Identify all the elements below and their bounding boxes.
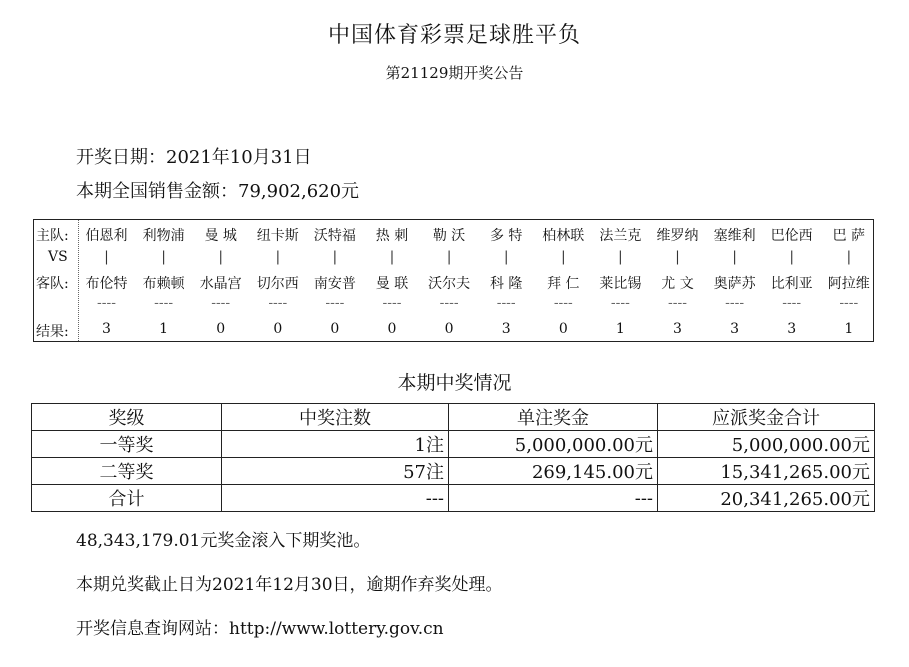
vs-pipe: | bbox=[846, 249, 852, 265]
prize-table bbox=[31, 403, 875, 512]
unit-prize-cell: --- bbox=[449, 485, 658, 512]
vs-pipe: | bbox=[618, 249, 623, 265]
home-team: 沃特福 bbox=[313, 228, 356, 244]
away-team: 沃尔夫 bbox=[428, 276, 471, 292]
dash-separator: ---- bbox=[211, 295, 231, 311]
home-team: 热 刺 bbox=[375, 228, 409, 244]
match-result: 0 bbox=[216, 321, 226, 337]
home-team: 曼 城 bbox=[204, 228, 237, 244]
away-team: 南安普 bbox=[313, 276, 356, 292]
away-team: 切尔西 bbox=[256, 276, 299, 292]
dash-separator: ---- bbox=[610, 295, 630, 311]
level-cell: 二等奖 bbox=[32, 458, 222, 485]
table-row bbox=[32, 431, 875, 458]
match-table bbox=[33, 219, 874, 342]
count-cell: 1注 bbox=[222, 431, 449, 458]
level-cell: 一等奖 bbox=[32, 431, 222, 458]
away-team: 布赖顿 bbox=[142, 276, 185, 292]
vs-pipe: | bbox=[275, 249, 281, 265]
col-level: 奖级 bbox=[32, 404, 222, 431]
home-team: 塞维利 bbox=[713, 228, 756, 244]
vs-pipe: | bbox=[332, 249, 338, 265]
match-result: 0 bbox=[330, 321, 340, 337]
home-team: 勒 沃 bbox=[432, 228, 466, 244]
away-team: 水晶宫 bbox=[199, 276, 242, 292]
unit-prize-cell: 5,000,000.00元 bbox=[449, 431, 658, 458]
website-text: 开奖信息查询网站：http://www.lottery.gov.cn bbox=[76, 619, 444, 639]
total-prize-cell: 20,341,265.00元 bbox=[658, 485, 875, 512]
dash-separator: ---- bbox=[382, 295, 402, 311]
home-team: 多 特 bbox=[489, 228, 523, 244]
col-count: 中奖注数 bbox=[222, 404, 449, 431]
vs-label: VS bbox=[48, 249, 68, 265]
home-team: 维罗纳 bbox=[656, 228, 699, 244]
home-team: 法兰克 bbox=[599, 228, 642, 244]
prize-section-title: 本期中奖情况 bbox=[397, 372, 512, 394]
away-team: 尤 文 bbox=[661, 276, 694, 292]
match-result: 0 bbox=[444, 321, 454, 337]
home-team: 纽卡斯 bbox=[256, 228, 299, 244]
away-team: 拜 仁 bbox=[547, 276, 580, 292]
vs-pipe: | bbox=[104, 249, 109, 265]
match-result: 3 bbox=[730, 321, 740, 337]
dash-separator: ---- bbox=[154, 295, 174, 311]
away-team: 曼 联 bbox=[375, 276, 409, 292]
vs-pipe: | bbox=[218, 249, 224, 265]
table-row bbox=[32, 485, 875, 512]
match-result: 0 bbox=[387, 321, 397, 337]
vs-pipe: | bbox=[503, 249, 509, 265]
dash-separator: ---- bbox=[496, 295, 516, 311]
total-prize-cell: 5,000,000.00元 bbox=[658, 431, 875, 458]
dash-separator: ---- bbox=[325, 295, 345, 311]
home-team: 巴 萨 bbox=[832, 228, 866, 244]
sales-amount: 本期全国销售金额：79,902,620元 bbox=[76, 181, 360, 202]
match-result: 0 bbox=[558, 321, 568, 337]
dash-separator: ---- bbox=[839, 295, 859, 311]
count-cell: --- bbox=[222, 485, 449, 512]
dash-separator: ---- bbox=[439, 295, 459, 311]
vs-pipe: | bbox=[161, 249, 166, 265]
draw-date: 开奖日期：2021年10月31日 bbox=[76, 147, 312, 168]
away-team: 比利亚 bbox=[770, 276, 813, 292]
page-subtitle: 第21129期开奖公告 bbox=[385, 64, 524, 82]
home-team: 伯恩利 bbox=[85, 228, 128, 244]
level-cell: 合计 bbox=[32, 485, 222, 512]
away-team: 阿拉维 bbox=[827, 276, 870, 292]
col-unit-prize: 单注奖金 bbox=[449, 404, 658, 431]
away-team: 科 隆 bbox=[489, 276, 523, 292]
count-cell: 57注 bbox=[222, 458, 449, 485]
dash-separator: ---- bbox=[97, 295, 116, 311]
match-result: 1 bbox=[844, 321, 854, 337]
away-label: 客队: bbox=[36, 276, 69, 292]
match-result: 1 bbox=[159, 321, 169, 337]
away-team: 莱比锡 bbox=[599, 276, 642, 292]
vs-pipe: | bbox=[446, 249, 452, 265]
table-row bbox=[32, 458, 875, 485]
match-result: 3 bbox=[501, 321, 511, 337]
page-title: 中国体育彩票足球胜平负 bbox=[327, 23, 581, 48]
match-result: 0 bbox=[273, 321, 283, 337]
unit-prize-cell: 269,145.00元 bbox=[449, 458, 658, 485]
home-team: 利物浦 bbox=[142, 228, 185, 244]
col-total-prize: 应派奖金合计 bbox=[658, 404, 875, 431]
home-team: 柏林联 bbox=[542, 228, 585, 244]
dash-separator: ---- bbox=[668, 295, 687, 311]
match-result: 1 bbox=[615, 321, 625, 337]
vs-pipe: | bbox=[389, 249, 395, 265]
result-label: 结果: bbox=[36, 324, 69, 340]
dash-separator: ---- bbox=[268, 295, 288, 311]
rollover-text: 48,343,179.01元奖金滚入下期奖池。 bbox=[76, 531, 371, 551]
match-result: 3 bbox=[787, 321, 797, 337]
dash-separator: ---- bbox=[782, 295, 802, 311]
dash-separator: ---- bbox=[725, 295, 745, 311]
away-team: 奥萨苏 bbox=[713, 276, 756, 292]
home-team: 巴伦西 bbox=[770, 228, 813, 244]
total-prize-cell: 15,341,265.00元 bbox=[658, 458, 875, 485]
vs-pipe: | bbox=[560, 249, 566, 265]
prize-header-row bbox=[32, 404, 875, 431]
match-result: 3 bbox=[102, 321, 111, 337]
home-label: 主队: bbox=[36, 228, 69, 244]
away-team: 布伦特 bbox=[85, 276, 128, 292]
vs-pipe: | bbox=[675, 249, 680, 265]
dash-separator: ---- bbox=[553, 295, 573, 311]
vs-pipe: | bbox=[732, 249, 737, 265]
match-result: 3 bbox=[673, 321, 682, 337]
deadline-text: 本期兑奖截止日为2021年12月30日，逾期作弃奖处理。 bbox=[76, 575, 503, 595]
vs-pipe: | bbox=[789, 249, 795, 265]
